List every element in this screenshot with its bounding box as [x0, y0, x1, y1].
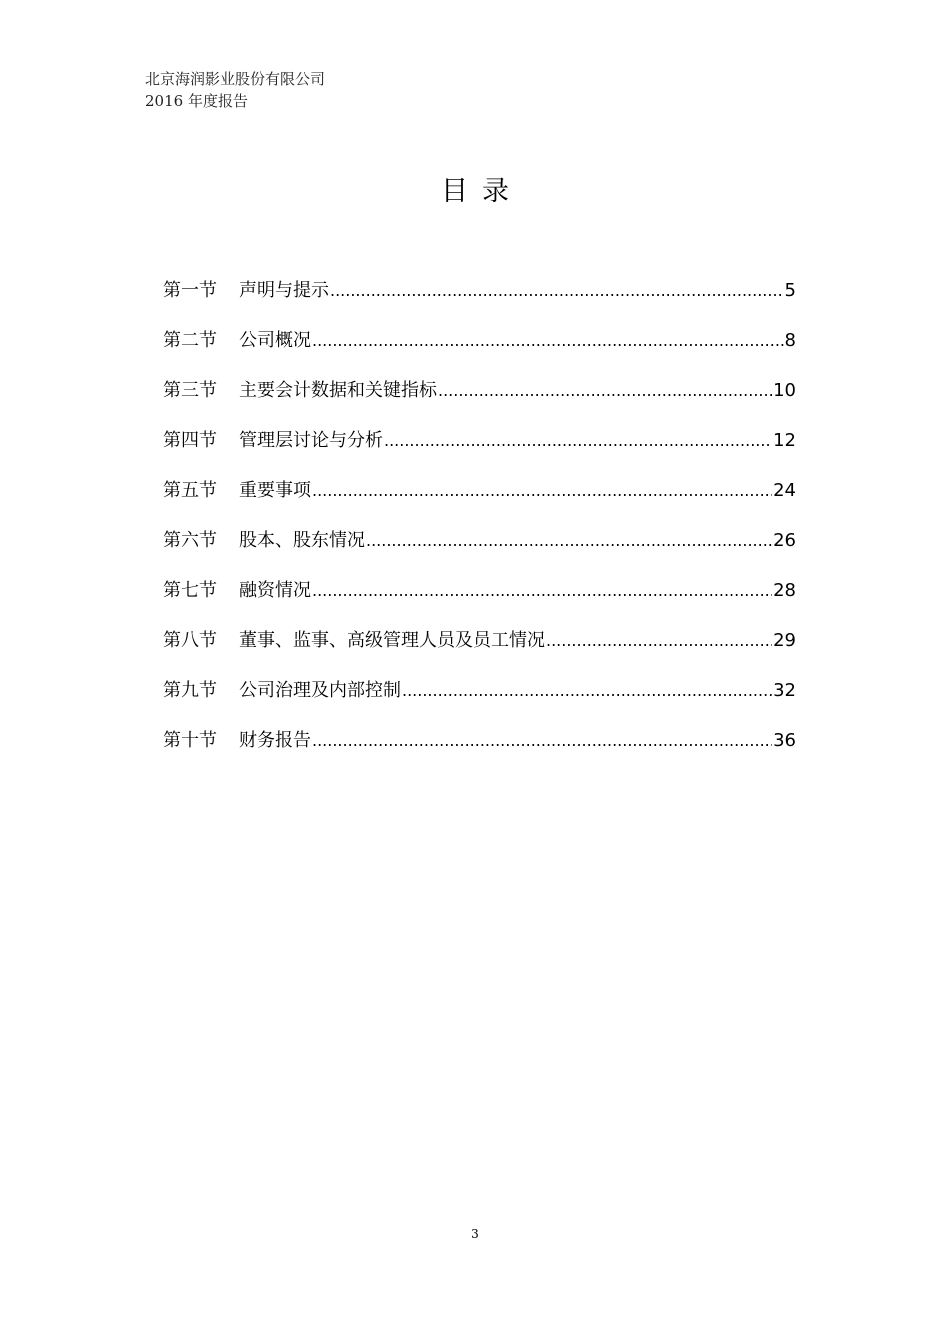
toc-page-number: 32 — [773, 680, 796, 701]
toc-section-number: 第十节 — [163, 730, 217, 751]
toc-section-title: 声明与提示 — [239, 280, 329, 301]
toc-entry[interactable] — [163, 726, 796, 776]
toc-dot-leader — [312, 476, 772, 506]
toc-section-title: 股本、股东情况 — [239, 530, 365, 551]
toc-page-number: 12 — [773, 430, 796, 451]
toc-page-number: 26 — [773, 530, 796, 551]
toc-entry[interactable] — [163, 376, 796, 426]
toc-section-title: 主要会计数据和关键指标 — [239, 380, 437, 401]
toc-section-number: 第四节 — [163, 430, 217, 451]
toc-section-number: 第七节 — [163, 580, 217, 601]
page-number: 3 — [471, 1227, 479, 1241]
toc-section-title: 重要事项 — [239, 480, 311, 501]
toc-entry[interactable] — [163, 276, 796, 326]
toc-section-title: 管理层讨论与分析 — [239, 430, 383, 451]
toc-dot-leader — [330, 276, 784, 306]
toc-section-number: 第五节 — [163, 480, 217, 501]
toc-section-number: 第一节 — [163, 280, 217, 301]
toc-page-number: 10 — [773, 380, 796, 401]
toc-entry[interactable] — [163, 676, 796, 726]
toc-dot-leader — [312, 576, 772, 606]
toc-entry[interactable] — [163, 576, 796, 626]
table-of-contents — [163, 276, 796, 776]
toc-section-title: 融资情况 — [239, 580, 311, 601]
page-header — [145, 68, 325, 112]
toc-dot-leader — [312, 726, 772, 756]
toc-page-number: 28 — [773, 580, 796, 601]
toc-dot-leader — [402, 676, 772, 706]
toc-entry[interactable] — [163, 326, 796, 376]
toc-section-number: 第九节 — [163, 680, 217, 701]
toc-section-title: 董事、监事、高级管理人员及员工情况 — [239, 630, 545, 651]
toc-entry[interactable] — [163, 476, 796, 526]
report-name: 2016 年度报告 — [145, 92, 248, 110]
toc-section-title: 财务报告 — [239, 730, 311, 751]
toc-entry[interactable] — [163, 426, 796, 476]
toc-section-number: 第二节 — [163, 330, 217, 351]
toc-section-title: 公司概况 — [239, 330, 311, 351]
toc-section-number: 第八节 — [163, 630, 217, 651]
toc-section-number: 第三节 — [163, 380, 217, 401]
toc-title: 目录 — [441, 176, 523, 207]
toc-section-number: 第六节 — [163, 530, 217, 551]
toc-dot-leader — [312, 326, 784, 356]
toc-dot-leader — [438, 376, 772, 406]
toc-entry[interactable] — [163, 626, 796, 676]
company-name: 北京海润影业股份有限公司 — [145, 70, 326, 88]
toc-dot-leader — [546, 626, 772, 656]
toc-page-number: 5 — [784, 280, 796, 301]
toc-section-title: 公司治理及内部控制 — [239, 680, 401, 701]
toc-page-number: 36 — [773, 730, 796, 751]
toc-page-number: 29 — [773, 630, 796, 651]
toc-dot-leader — [384, 426, 772, 456]
toc-page-number: 24 — [773, 480, 796, 501]
toc-page-number: 8 — [784, 330, 796, 351]
toc-dot-leader — [366, 526, 772, 556]
toc-entry[interactable] — [163, 526, 796, 576]
